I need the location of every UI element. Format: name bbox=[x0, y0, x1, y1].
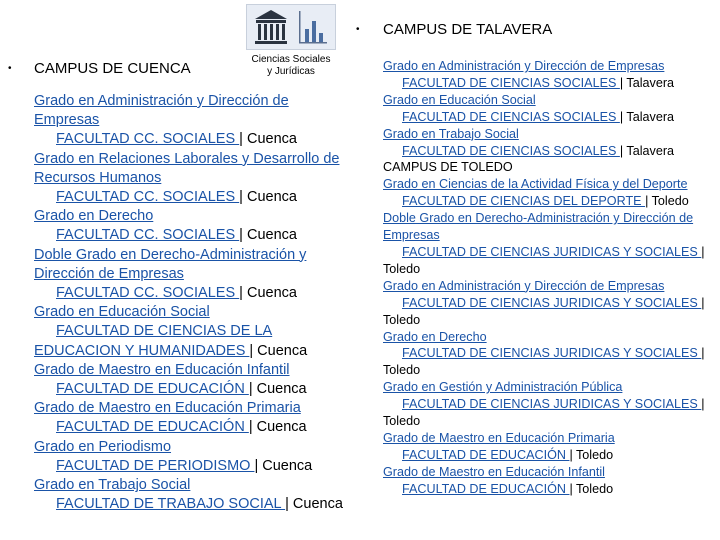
faculty-link[interactable]: FACULTAD DE CIENCIAS SOCIALES bbox=[402, 109, 620, 124]
faculty-link[interactable]: FACULTAD DE CIENCIAS JURIDICAS Y SOCIALES bbox=[402, 346, 702, 361]
faculty-link[interactable]: FACULTAD DE EDUCACIÓN bbox=[56, 419, 249, 436]
faculty-line bbox=[34, 322, 354, 360]
degree-link[interactable]: Grado de Maestro en Educación Infantil bbox=[383, 464, 605, 479]
campus-city: | Toledo bbox=[569, 447, 614, 462]
faculty-link[interactable]: FACULTAD DE CIENCIAS DE LA EDUCACION Y HUMANIDADES bbox=[34, 323, 273, 359]
faculty-link[interactable]: FACULTAD CC. SOCIALES bbox=[56, 189, 240, 206]
campus-city: | Cuenca bbox=[249, 342, 308, 359]
degree-link[interactable]: Grado en Periodismo bbox=[34, 438, 172, 455]
campus-city: | Toledo bbox=[645, 194, 689, 209]
degree-link[interactable]: Grado de Maestro en Educación Infantil bbox=[34, 361, 290, 378]
faculty-link[interactable]: FACULTAD DE CIENCIAS DEL DEPORTE bbox=[402, 194, 646, 209]
faculty-line bbox=[34, 130, 354, 149]
degree-link[interactable]: Grado en Educación Social bbox=[34, 304, 210, 321]
campus-city: | Cuenca bbox=[239, 131, 297, 148]
faculty-link[interactable]: FACULTAD DE CIENCIAS SOCIALES bbox=[402, 75, 620, 90]
cuenca-degree-list bbox=[34, 92, 354, 514]
faculty-link[interactable]: FACULTAD DE EDUCACIÓN bbox=[56, 381, 249, 398]
faculty-link[interactable]: FACULTAD DE CIENCIAS SOCIALES bbox=[402, 143, 620, 158]
faculty-line bbox=[383, 143, 713, 160]
logo-text-line2: y Jurídicas bbox=[267, 66, 315, 77]
campus-city: | Talavera bbox=[619, 75, 675, 90]
faculty-link[interactable]: FACULTAD DE PERIODISMO bbox=[56, 457, 255, 474]
campus-talavera-title: CAMPUS DE TALAVERA bbox=[383, 21, 553, 38]
degree-link[interactable]: Doble Grado en Derecho-Administración y Dirección de Empresas bbox=[383, 211, 694, 243]
campus-city: | Cuenca bbox=[285, 496, 343, 513]
degree-link[interactable]: Grado en Ciencias de la Actividad Física y del Deporte bbox=[383, 177, 688, 192]
campus-city: | Cuenca bbox=[239, 189, 297, 206]
degree-link[interactable]: Grado en Relaciones Laborales y Desarrollo de Recursos Humanos bbox=[34, 150, 340, 186]
degree-link[interactable]: Grado en Administración y Dirección de Empresas bbox=[383, 278, 665, 293]
degree-link[interactable]: Grado en Derecho bbox=[34, 208, 154, 225]
campus-city: | Toledo bbox=[383, 244, 705, 276]
faculty-link[interactable]: FACULTAD DE CIENCIAS JURIDICAS Y SOCIALES bbox=[402, 295, 702, 310]
faculty-link[interactable]: FACULTAD CC. SOCIALES bbox=[56, 227, 240, 244]
faculty-line bbox=[383, 481, 713, 498]
faculty-line bbox=[383, 295, 713, 329]
faculty-line bbox=[383, 447, 713, 464]
campus-city: | Cuenca bbox=[239, 285, 297, 302]
faculty-line bbox=[34, 188, 354, 207]
campus-cuenca-title: CAMPUS DE CUENCA bbox=[34, 60, 191, 77]
campus-city: | Cuenca bbox=[248, 419, 307, 436]
faculty-link[interactable]: FACULTAD CC. SOCIALES bbox=[56, 131, 240, 148]
bullet-icon: • bbox=[8, 63, 12, 74]
logo-text-line1: Ciencias Sociales bbox=[251, 54, 331, 65]
faculty-line bbox=[383, 109, 713, 126]
degree-link[interactable]: Doble Grado en Derecho-Administración y Dirección de Empresas bbox=[34, 246, 307, 282]
faculty-line bbox=[383, 345, 713, 379]
campus-city: | Talavera bbox=[619, 143, 675, 158]
degree-link[interactable]: Grado en Trabajo Social bbox=[383, 126, 519, 141]
faculty-link[interactable]: FACULTAD DE CIENCIAS JURIDICAS Y SOCIALES bbox=[402, 244, 702, 259]
degree-link[interactable]: Grado de Maestro en Educación Primaria bbox=[383, 430, 615, 445]
campus-city: | Talavera bbox=[619, 109, 675, 124]
faculty-link[interactable]: FACULTAD DE TRABAJO SOCIAL bbox=[56, 496, 286, 513]
faculty-line bbox=[383, 75, 713, 92]
degree-link[interactable]: Grado en Administración y Dirección de Empresas bbox=[34, 93, 289, 129]
talavera-degree-list bbox=[383, 58, 713, 159]
degree-link[interactable]: Grado en Trabajo Social bbox=[34, 477, 191, 494]
toledo-degree-list bbox=[383, 176, 713, 497]
faculty-line bbox=[34, 380, 354, 399]
campus-city: | Cuenca bbox=[239, 227, 297, 244]
degree-link[interactable]: Grado en Derecho bbox=[383, 329, 487, 344]
campus-city: | Cuenca bbox=[254, 457, 313, 474]
campus-city: | Toledo bbox=[383, 346, 705, 378]
faculty-link[interactable]: FACULTAD DE EDUCACIÓN bbox=[402, 481, 570, 496]
bullet-icon: • bbox=[356, 24, 360, 35]
faculty-link[interactable]: FACULTAD DE EDUCACIÓN bbox=[402, 447, 570, 462]
faculty-link[interactable]: FACULTAD DE CIENCIAS JURIDICAS Y SOCIALES bbox=[402, 397, 702, 412]
faculty-link[interactable]: FACULTAD CC. SOCIALES bbox=[56, 285, 240, 302]
faculty-line bbox=[383, 396, 713, 430]
degree-link[interactable]: Grado de Maestro en Educación Primaria bbox=[34, 400, 301, 417]
campus-city: | Toledo bbox=[383, 397, 705, 429]
degree-link[interactable]: Grado en Educación Social bbox=[383, 92, 536, 107]
degree-link[interactable]: Grado en Administración y Dirección de Empresas bbox=[383, 59, 665, 73]
faculty-line bbox=[34, 284, 354, 303]
faculty-line bbox=[34, 457, 354, 476]
faculty-line bbox=[34, 418, 354, 437]
faculty-logo bbox=[245, 4, 337, 84]
campus-city: | Cuenca bbox=[248, 381, 307, 398]
talavera-toledo-degree-list bbox=[383, 58, 713, 498]
faculty-line bbox=[383, 193, 713, 210]
building-icon bbox=[246, 4, 336, 50]
faculty-line bbox=[383, 244, 713, 278]
campus-city: | Toledo bbox=[383, 295, 705, 327]
degree-link[interactable]: Grado en Gestión y Administración Pública bbox=[383, 380, 623, 395]
campus-city: | Toledo bbox=[569, 481, 614, 496]
faculty-line bbox=[34, 495, 354, 514]
faculty-line bbox=[34, 226, 354, 245]
campus-toledo-title: CAMPUS DE TOLEDO bbox=[383, 160, 513, 175]
